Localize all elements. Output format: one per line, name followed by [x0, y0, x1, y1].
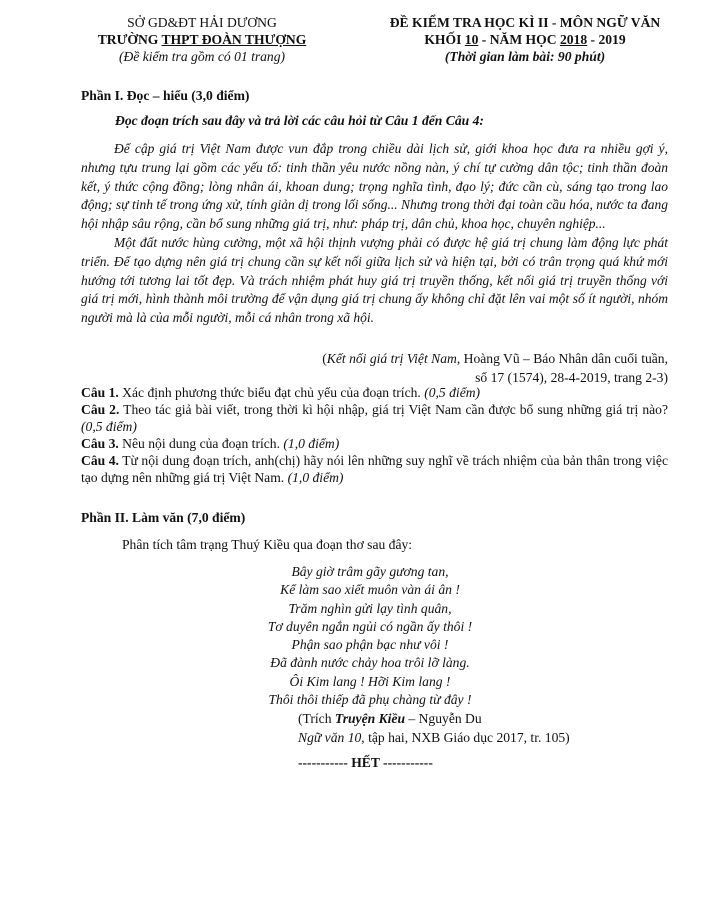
- school-prefix: TRƯỜNG: [97, 32, 162, 47]
- part1-heading: Phần I. Đọc – hiểu (3,0 điểm): [81, 88, 250, 103]
- cite-work: Truyện Kiều: [334, 711, 406, 726]
- passage-paragraph-1: Để cập giá trị Việt Nam được vun đắp trong chiều dài lịch sử, giới khoa học đưa ra nhiều gợi ý, nhưng tựu trung lại gồm các yếu tố: tinh thần yêu nước nồng nàn, ý chí tự cường dân tộc; tinh thần đoàn kết, ý thức cộng đồng; lòng nhân ái, khoan dung; trọng nghĩa tình, đạo lý; đức cần cù, sáng tạo trong lao động; sự tinh tế trong ứng xử, tính giản dị trong lối sống... Nhưng trong thời đại toàn cầu hóa, nước ta đang hội nhập sâu rộng, cần bổ sung những giá trị, như: pháp trị, dân chủ, khoa học, chuyên nghiệp...: [81, 141, 668, 232]
- citation-line-1: [298, 710, 570, 729]
- source-title: Kết nối giá trị Việt Nam: [326, 351, 457, 366]
- cite-rest: , tập hai, NXB Giáo dục 2017, tr. 105): [361, 729, 570, 745]
- question-4: [81, 452, 668, 486]
- cite-book: Ngữ văn 10: [298, 729, 362, 745]
- department-name: SỞ GD&ĐT HẢI DƯƠNG: [127, 15, 277, 30]
- source-line-2: số 17 (1574), 28-4-2019, trang 2-3): [475, 369, 668, 385]
- poem-line: Ôi Kim lang ! Hỡi Kim lang !: [289, 673, 451, 689]
- header-left: [62, 14, 342, 65]
- end-marker: ----------- HẾT -----------: [298, 755, 433, 770]
- question-text: Xác định phương thức biểu đạt chủ yếu của đoạn trích.: [118, 385, 425, 400]
- question-label: Câu 2.: [81, 402, 120, 417]
- question-score: (0,5 điểm): [81, 419, 137, 434]
- poem-line: Tơ duyên ngắn ngủi có ngần ấy thôi !: [267, 618, 473, 634]
- time-note: (Thời gian làm bài: 90 phút): [444, 49, 606, 64]
- question-label: Câu 1.: [81, 385, 119, 400]
- passage-paragraph-2: Một đất nước hùng cường, một xã hội thịnh vượng phải có được hệ giá trị chung làm động lực phát triển. Để tạo dựng nên giá trị chung cần sự kết nối giữa lịch sử và hiện tại, bởi có trân trọng quá khứ mới hướng tới tương lai tốt đẹp. Và trách nhiệm phát huy giá trị truyền thống, kết nối giá trị truyền thống với giá trị mới, hình thành môi trường để vận dụng giá trị chung ấy không chỉ đặt lên vai một số ít người, nhóm người mà là của mỗi người, mỗi cá nhân trong xã hội.: [81, 234, 668, 326]
- poem: [220, 563, 520, 709]
- source-rest-1: , Hoàng Vũ – Báo Nhân dân cuối tuần,: [456, 351, 668, 366]
- cite-author: – Nguyễn Du: [405, 711, 482, 726]
- poem-line: Đã đành nước chảy hoa trôi lỡ làng.: [270, 655, 470, 671]
- year-start: 2018: [559, 32, 588, 47]
- question-text: Theo tác giả bài viết, trong thời kì hội nhập, giá trị Việt Nam cần được bổ sung những giá trị nào?: [119, 402, 668, 417]
- exam-title: ĐỀ KIỂM TRA HỌC KÌ II - MÔN NGỮ VĂN: [389, 15, 661, 30]
- question-1: [81, 384, 668, 401]
- school-name: [62, 31, 342, 48]
- year-middle: - NĂM HỌC: [478, 32, 560, 47]
- question-score: (0,5 điểm): [424, 385, 481, 400]
- question-label: Câu 3.: [81, 436, 119, 451]
- part2-heading: Phần II. Làm văn (7,0 điểm): [81, 510, 246, 525]
- school-name-underlined: THPT ĐOÀN THƯỢNG: [161, 32, 307, 47]
- part1-instruction: Đọc đoạn trích sau đây và trả lời các câu hỏi từ Câu 1 đến Câu 4:: [115, 113, 484, 128]
- grade-value: 10: [464, 32, 479, 47]
- poem-line: Trăm nghìn gửi lạy tình quân,: [288, 600, 452, 616]
- question-list: [81, 384, 668, 486]
- year-end: - 2019: [587, 32, 626, 47]
- passage: [81, 140, 668, 328]
- question-score: (1,0 điểm): [287, 470, 344, 485]
- poem-citation: [298, 710, 570, 747]
- source-line-1: (Kết nối giá trị Việt Nam, Hoàng Vũ – Báo Nhân dân cuối tuần,: [322, 351, 668, 366]
- passage-source: [270, 350, 668, 387]
- question-text: Nêu nội dung của đoạn trích.: [118, 436, 284, 451]
- grade-year: [360, 31, 690, 48]
- poem-line: Phận sao phận bạc như vôi !: [291, 637, 449, 653]
- poem-line: Kể làm sao xiết muôn vàn ái ân !: [280, 582, 460, 598]
- poem-line: Thôi thôi thiếp đã phụ chàng từ đây !: [268, 692, 472, 708]
- header-right: [360, 14, 690, 65]
- grade-prefix: KHỐI: [424, 32, 465, 47]
- citation-line-2: [298, 729, 570, 748]
- question-text: Từ nội dung đoạn trích, anh(chị) hãy nói lên những suy nghĩ về trách nhiệm của bản thân trong việc tạo dựng nên những giá trị Việt Nam.: [81, 453, 668, 485]
- poem-line: Bây giờ trâm gãy gương tan,: [291, 564, 449, 579]
- question-label: Câu 4.: [81, 453, 119, 468]
- question-score: (1,0 điểm): [283, 436, 340, 451]
- question-2: [81, 401, 668, 435]
- pages-note: (Đề kiểm tra gồm có 01 trang): [118, 49, 286, 64]
- question-3: [81, 435, 668, 452]
- part2-prompt: Phân tích tâm trạng Thuý Kiều qua đoạn thơ sau đây:: [122, 537, 413, 552]
- cite-prefix: (Trích: [298, 711, 335, 726]
